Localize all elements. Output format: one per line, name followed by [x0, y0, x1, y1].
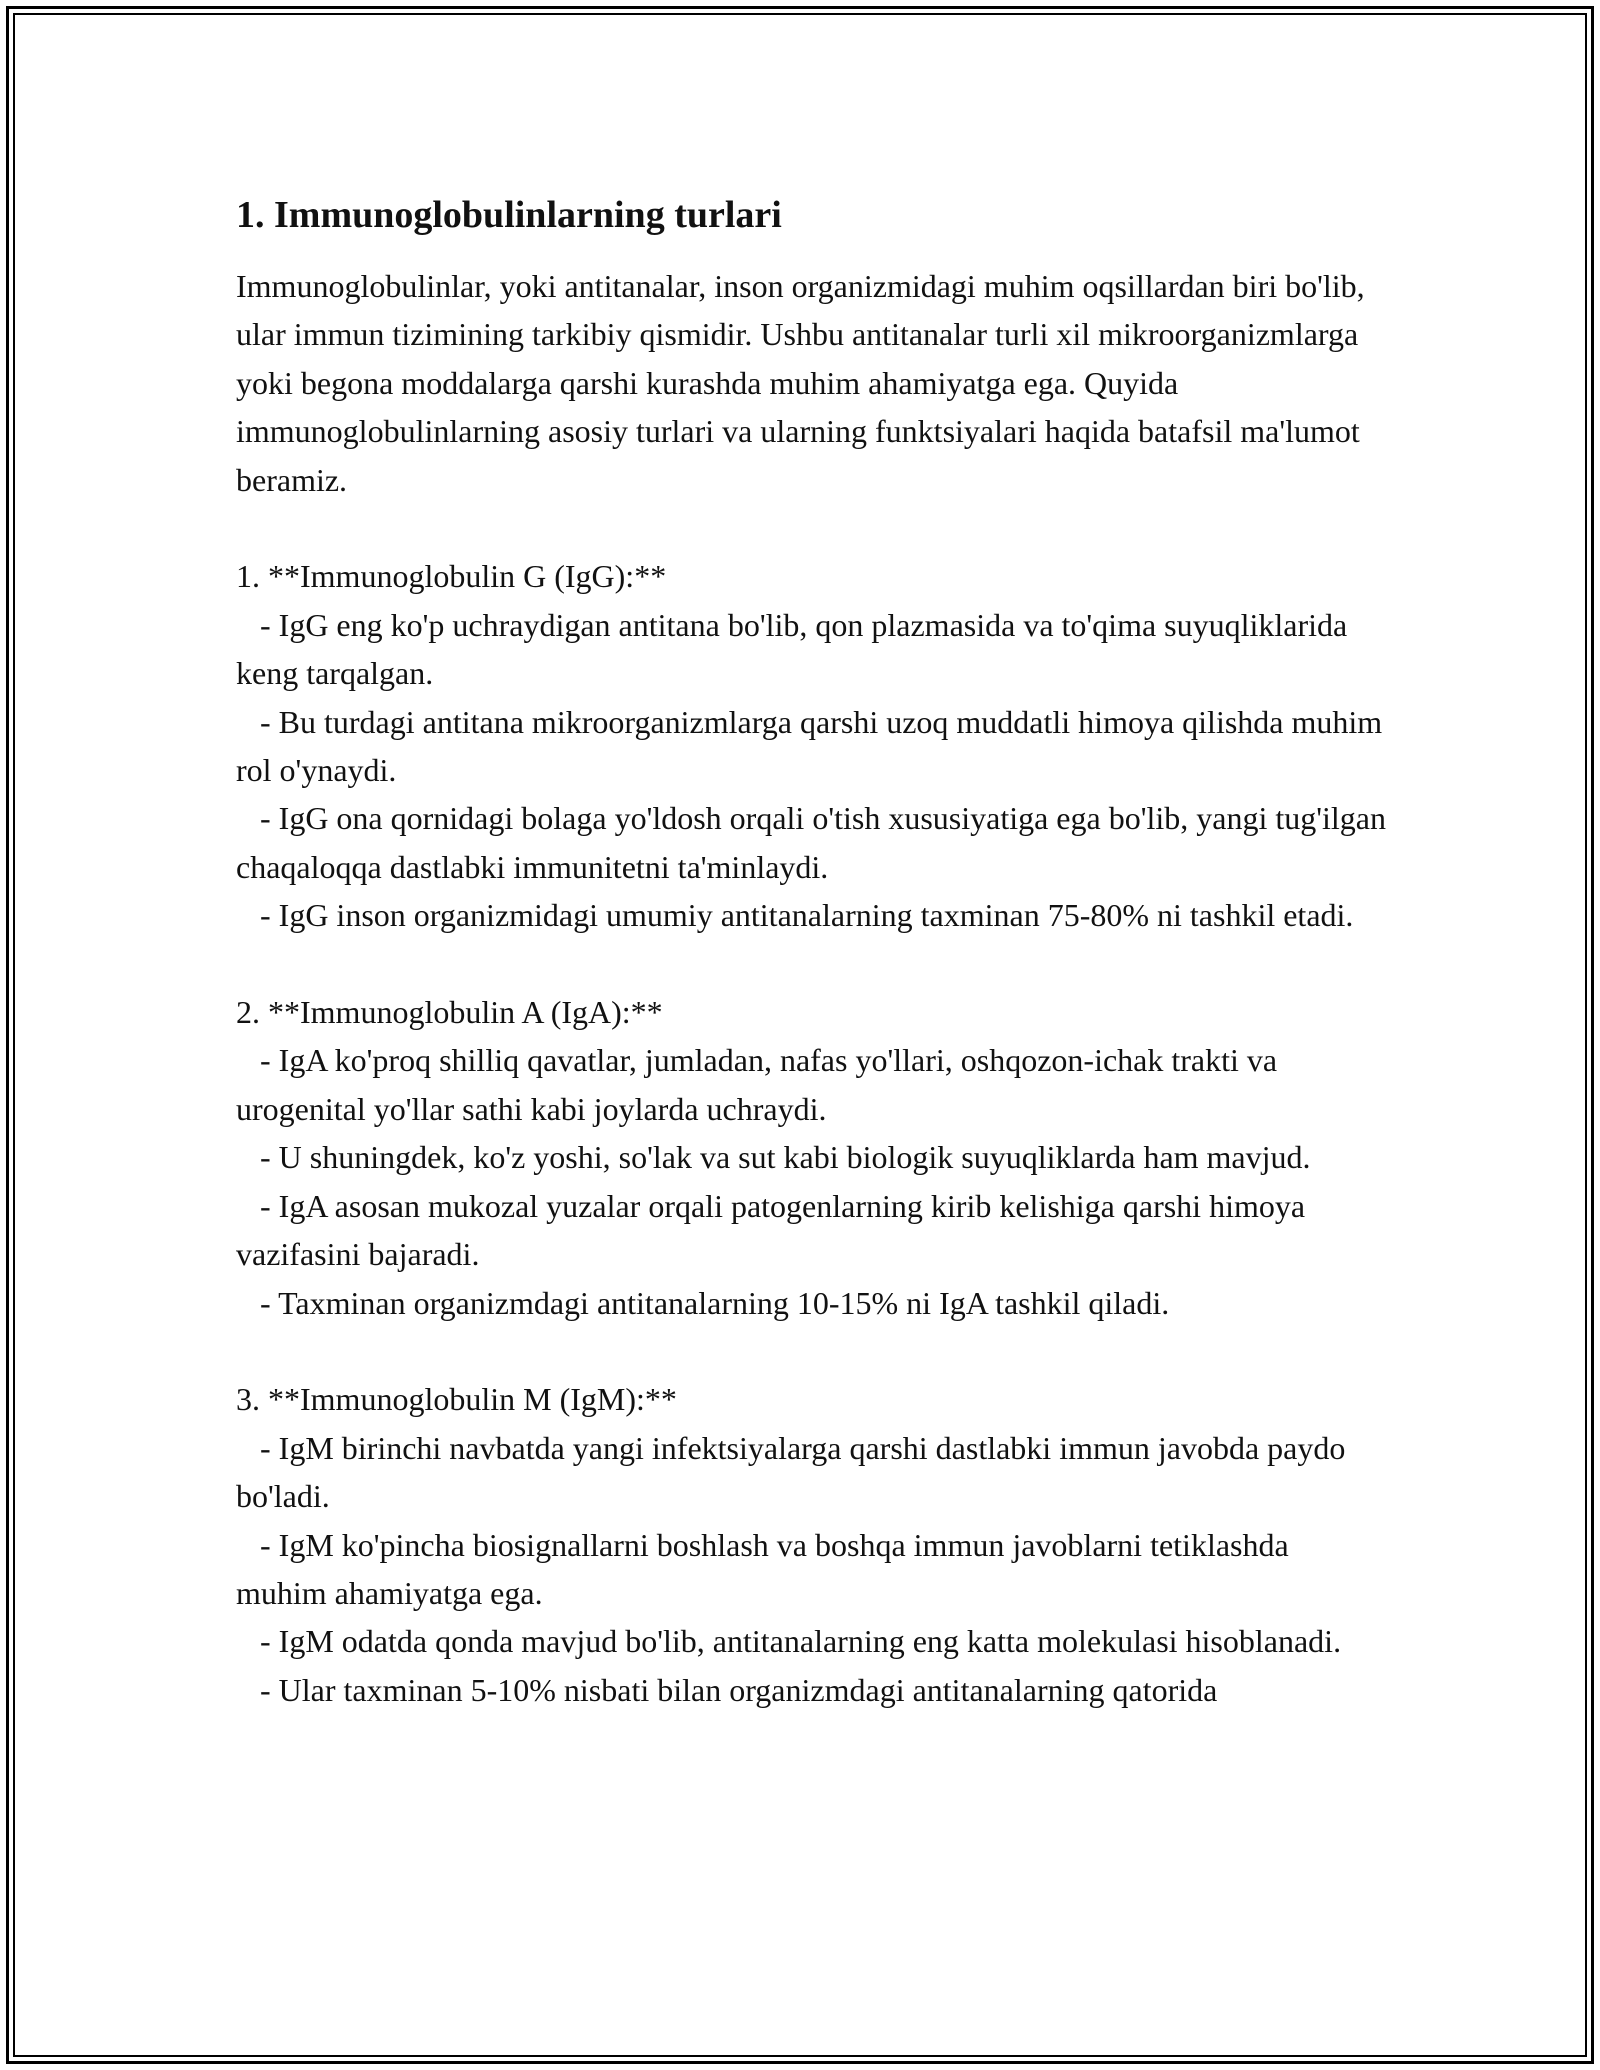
section-title: 3. **Immunoglobulin M (IgM):**	[236, 1381, 677, 1418]
list-item: - IgM ko'pincha biosignallarni boshlash va boshqa immun javoblarni tetiklashda muhim ahamiyatga ega.	[236, 1526, 1297, 1611]
intro-paragraph: Immunoglobulinlar, yoki antitanalar, inson organizmidagi muhim oqsillardan biri bo'lib, ular immun tizimining tarkibiy qismidir. Ushbu antitanalar turli xil mikroorganizmlarga yoki begona moddalarga qarshi kurashda muhim ahamiyatga ega. Quyida immunoglobulinlarning asosiy turlari va ularning funktsiyalari haqida batafsil ma'lumot beramiz.	[236, 268, 1365, 498]
document-body	[236, 190, 1394, 1714]
list-item: - IgM odatda qonda mavjud bo'lib, antitanalarning eng katta molekulasi hisoblanadi.	[236, 1623, 1342, 1660]
list-item: - IgA asosan mukozal yuzalar orqali patogenlarning kirib kelishiga qarshi himoya vazifasini bajaradi.	[236, 1187, 1314, 1273]
list-item: - Ular taxminan 5-10% nisbati bilan organizmdagi antitanalarning qatorida	[236, 1671, 1218, 1708]
section-heading: 1. Immunoglobulinlarning turlari	[236, 194, 782, 236]
section-igm	[236, 1375, 1386, 1714]
section-iga	[236, 988, 1386, 1327]
list-item: - IgG eng ko'p uchraydigan antitana bo'lib, qon plazmasida va to'qima suyuqliklarida keng tarqalgan.	[236, 606, 1356, 692]
section-title: 2. **Immunoglobulin A (IgA):**	[236, 994, 663, 1031]
list-item: - Taxminan organizmdagi antitanalarning 10-15% ni IgA tashkil qiladi.	[236, 1284, 1170, 1321]
list-item: - IgA ko'proq shilliq qavatlar, jumladan, nafas yo'llari, oshqozon-ichak trakti va urogenital yo'llar sathi kabi joylarda uchraydi.	[236, 1042, 1286, 1127]
section-igg	[236, 552, 1394, 939]
list-item: - IgG inson organizmidagi umumiy antitanalarning taxminan 75-80% ni tashkil etadi.	[236, 897, 1354, 934]
section-title: 1. **Immunoglobulin G (IgG):**	[236, 558, 667, 595]
list-item: - IgM birinchi navbatda yangi infektsiyalarga qarshi dastlabki immun javobda paydo bo'ladi.	[236, 1429, 1354, 1515]
list-item: - U shuningdek, ko'z yoshi, so'lak va sut kabi biologik suyuqliklarda ham mavjud.	[236, 1139, 1311, 1176]
list-item: - IgG ona qornidagi bolaga yo'ldosh orqali o'tish xususiyatiga ega bo'lib, yangi tug'ilgan chaqaloqqa dastlabki immunitetni ta'minlaydi.	[236, 800, 1394, 885]
list-item: - Bu turdagi antitana mikroorganizmlarga qarshi uzoq muddatli himoya qilishda muhim rol o'ynaydi.	[236, 703, 1391, 789]
